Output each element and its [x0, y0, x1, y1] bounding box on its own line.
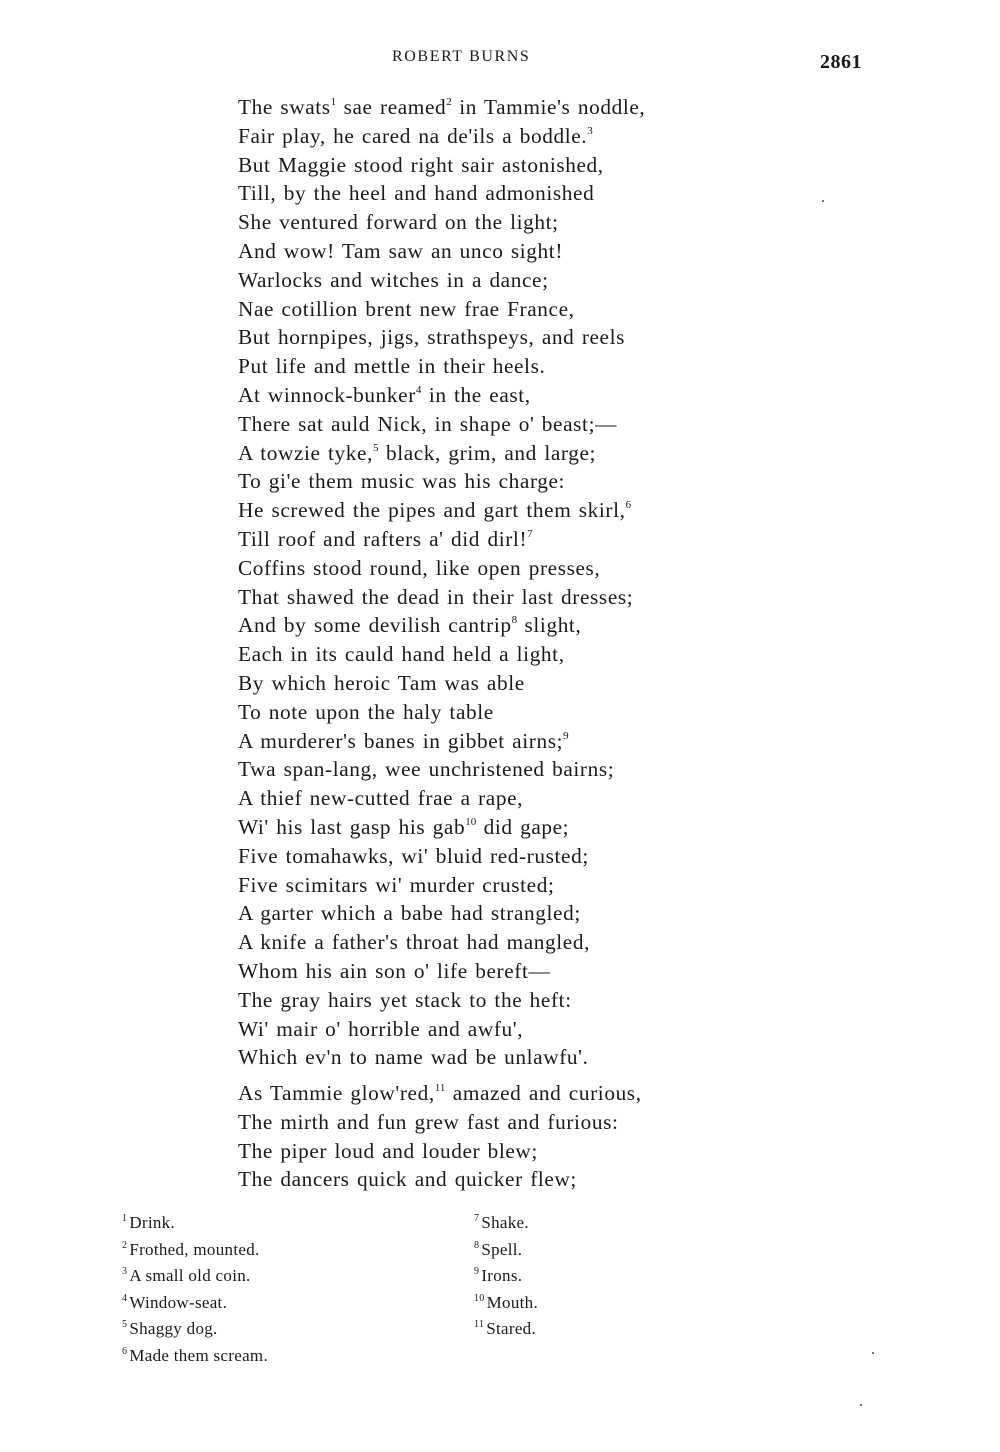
line-text: But Maggie stood right sair astonished, — [238, 152, 604, 177]
poem-line — [238, 266, 645, 295]
scan-speck — [860, 1404, 862, 1406]
poem-line — [238, 208, 645, 237]
line-text: As Tammie glow'red, — [238, 1081, 435, 1105]
poem-stanza-1 — [238, 93, 645, 1072]
poem-line — [238, 1043, 645, 1072]
line-text: A thief new-cutted frae a rape, — [238, 786, 524, 811]
footnote-number: 2 — [122, 1239, 128, 1251]
footnote-ref: 11 — [434, 1082, 446, 1094]
poem-stanza-2 — [238, 1079, 642, 1194]
footnote-number: 8 — [474, 1239, 480, 1251]
footnote-ref: 2 — [446, 96, 452, 108]
footnote-text: Irons. — [481, 1266, 523, 1286]
line-text: Each in its cauld hand held a light, — [238, 642, 565, 667]
line-text: Till roof and rafters a' did dirl! — [238, 526, 528, 551]
footnotes-left-column — [122, 1210, 268, 1370]
footnote — [474, 1263, 538, 1290]
line-text: Which ev'n to name wad be unlawfu'. — [238, 1045, 589, 1070]
poem-line — [238, 727, 645, 756]
footnote — [474, 1210, 538, 1237]
footnote-number: 5 — [122, 1319, 128, 1331]
poem-line — [238, 755, 645, 784]
footnote-number: 4 — [122, 1292, 128, 1304]
line-text: Warlocks and witches in a dance; — [238, 267, 549, 292]
line-text: slight, — [517, 613, 582, 638]
line-text: Nae cotillion brent new frae France, — [238, 296, 575, 321]
line-text: The mirth and fun grew fast and furious: — [238, 1109, 619, 1134]
line-text: A garter which a babe had strangled; — [238, 901, 581, 926]
footnote-number: 7 — [474, 1213, 480, 1224]
footnote-number: 3 — [122, 1266, 128, 1278]
line-text: And wow! Tam saw an unco sight! — [238, 238, 564, 263]
footnote-text: Drink. — [129, 1213, 176, 1232]
footnote — [122, 1237, 268, 1264]
footnote-number: 6 — [122, 1345, 128, 1357]
line-text: Twa span-lang, wee unchristened bairns; — [238, 757, 615, 782]
poem-line — [238, 496, 645, 525]
page-header — [0, 48, 1000, 76]
line-text: To gi'e them music was his charge: — [238, 469, 566, 494]
line-text: A knife a father's throat had mangled, — [238, 930, 591, 955]
footnote-text: Shake. — [481, 1213, 529, 1232]
footnote-text: Made them scream. — [129, 1345, 268, 1365]
footnote-text: Stared. — [486, 1319, 537, 1339]
line-text: The gray hairs yet stack to the heft: — [238, 987, 572, 1012]
poem-line — [238, 323, 645, 352]
footnote-ref: 4 — [415, 383, 422, 396]
line-text: To note upon the haly table — [238, 699, 494, 724]
footnotes-right-column — [474, 1210, 538, 1343]
line-text: There sat auld Nick, in shape o' beast;— — [238, 411, 617, 436]
poem-line — [238, 583, 645, 612]
line-text: Coffins stood round, like open presses, — [238, 555, 601, 580]
footnote — [122, 1290, 268, 1317]
line-text: The swats — [238, 95, 331, 119]
footnote — [474, 1237, 538, 1264]
footnote-ref: 3 — [587, 124, 593, 137]
line-text: did gape; — [476, 814, 570, 839]
line-text: Whom his ain son o' life bereft— — [238, 958, 551, 983]
poem-line — [238, 1137, 642, 1166]
line-text: Put life and mettle in their heels. — [238, 354, 546, 379]
line-text: Fair play, he cared na de'ils a boddle. — [238, 123, 588, 148]
running-title: ROBERT BURNS — [392, 48, 531, 65]
line-text: Wi' mair o' horrible and awfu', — [238, 1016, 524, 1041]
poem-line — [238, 1015, 645, 1044]
footnote-ref: 9 — [563, 729, 569, 742]
scan-speck — [872, 1352, 874, 1354]
poem-line — [238, 784, 645, 813]
footnote-number: 9 — [474, 1266, 480, 1278]
scan-speck — [822, 200, 824, 202]
line-text: Wi' his last gasp his gab — [238, 814, 466, 839]
footnote-text: Window-seat. — [129, 1292, 228, 1312]
poem-line — [238, 669, 645, 698]
line-text: By which heroic Tam was able — [238, 670, 525, 695]
poem-line — [238, 957, 645, 986]
poem-line — [238, 122, 645, 151]
poem-line — [238, 179, 645, 208]
poem-line — [238, 1079, 642, 1108]
footnote — [122, 1316, 268, 1343]
line-text: amazed and curious, — [445, 1081, 642, 1105]
line-text: She ventured forward on the light; — [238, 210, 559, 235]
footnote-ref: 10 — [465, 815, 477, 828]
page-number: 2861 — [820, 51, 862, 73]
line-text: black, grim, and large; — [378, 440, 597, 465]
poem-line — [238, 1108, 642, 1137]
poem-line — [238, 986, 645, 1015]
line-text: in Tammie's noddle, — [451, 95, 646, 119]
poem-line — [238, 1165, 642, 1194]
footnote-text: A small old coin. — [129, 1266, 251, 1286]
poem-line — [238, 381, 645, 410]
poem-line — [238, 554, 645, 583]
line-text: in the east, — [421, 382, 531, 407]
footnote — [122, 1210, 268, 1237]
poem-line — [238, 295, 645, 324]
poem-line — [238, 467, 645, 496]
line-text: Five tomahawks, wi' bluid red-rusted; — [238, 843, 589, 868]
footnote-number: 1 — [122, 1213, 128, 1224]
poem-line — [238, 871, 645, 900]
footnote-text: Spell. — [481, 1239, 523, 1259]
line-text: The dancers quick and quicker flew; — [238, 1167, 577, 1192]
poem-line — [238, 928, 645, 957]
poem-line — [238, 439, 645, 468]
line-text: But hornpipes, jigs, strathspeys, and reels — [238, 325, 626, 350]
line-text: And by some devilish cantrip — [238, 613, 512, 638]
footnote-ref: 7 — [527, 527, 533, 540]
poem-line — [238, 842, 645, 871]
poem-line — [238, 352, 645, 381]
poem-line — [238, 813, 645, 842]
poem-line — [238, 899, 645, 928]
footnote-number: 11 — [474, 1319, 485, 1331]
line-text: sae reamed — [336, 95, 447, 119]
footnote — [122, 1343, 268, 1370]
poem-line — [238, 611, 645, 640]
footnote-ref: 6 — [625, 499, 632, 512]
footnote — [474, 1290, 538, 1317]
poem-line — [238, 93, 645, 122]
poem-line — [238, 640, 645, 669]
line-text: Five scimitars wi' murder crusted; — [238, 872, 555, 897]
footnote-text: Frothed, mounted. — [129, 1239, 260, 1259]
footnote-ref: 8 — [511, 614, 518, 627]
line-text: A towzie tyke, — [238, 440, 374, 465]
footnote-text: Shaggy dog. — [129, 1319, 218, 1339]
footnote-ref: 5 — [373, 441, 379, 454]
footnote — [122, 1263, 268, 1290]
line-text: A murderer's banes in gibbet airns; — [238, 728, 564, 753]
line-text: He screwed the pipes and gart them skirl, — [238, 498, 626, 523]
poem-line — [238, 698, 645, 727]
poem-line — [238, 237, 645, 266]
poem-line — [238, 525, 645, 554]
line-text: That shawed the dead in their last dresses; — [238, 584, 634, 609]
footnote-text: Mouth. — [486, 1292, 538, 1312]
poem-line — [238, 151, 645, 180]
footnote — [474, 1316, 538, 1343]
line-text: The piper loud and louder blew; — [238, 1138, 538, 1163]
line-text: At winnock-bunker — [238, 382, 416, 407]
footnote-number: 10 — [474, 1292, 485, 1304]
footnote-ref: 1 — [330, 96, 337, 108]
line-text: Till, by the heel and hand admonished — [238, 181, 595, 206]
poem-line — [238, 410, 645, 439]
